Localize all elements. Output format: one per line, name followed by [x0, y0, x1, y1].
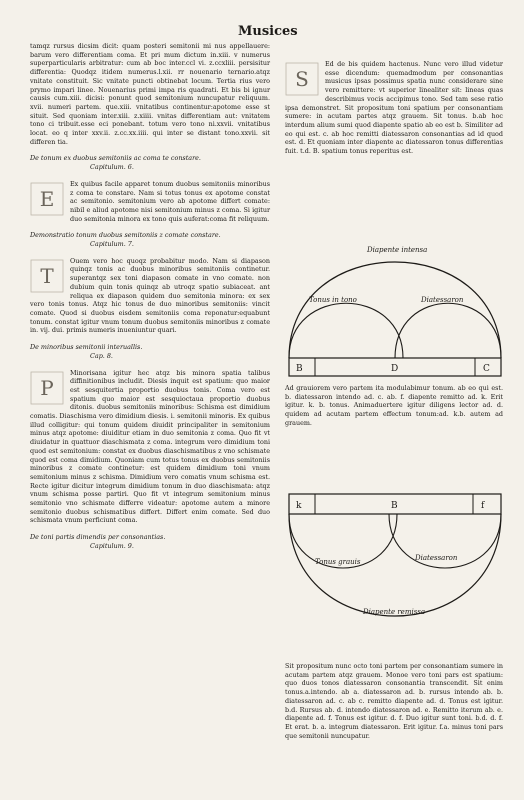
left-paragraph-1: tamqz rursus dicsim dicit: quam posteri semitonii mi nus appellauere: barum vero differentiam coma. Et pri mum dictum in.xiii. v numerus superparticularis arbitratur: cum ab boc inter.ccl vi. z.ccxliii. persisitur differentia: Quodqz itidem numerus.l.xii. rr nouenario ternario.atqz vnitate constituit. Sic vnitate puncti obtinebat locum. Tertia rius vero prymo impari linee. Nouenarius primi impa ris quadrati. Et bis bi ignur causis cum.xiii. dicisi: ponunt quod semitonium nuncupatur reliquum. xvii. numeri partem. que.xiii. vnitatibus continentur:apotome esse st situit. Sed quoniam inter.xiii. z.xiiii. vnitas differentiam aut: vnitatem tono ci tribuit.esse eci ponebant. totum vero tono ni.xxvii. vnitatibus locat. eo q inter xxv.ii. z.cc.xx.iiii. qui inter se distant tono.xxvii. sit differen tia.: [30, 42, 270, 146]
label-diatessaron: Diatessaron: [421, 296, 464, 304]
left-paragraph-2: Ex quibus facile apparet tonum duobus semitoniis minoribus z coma te constare. Nam si totus tonus ex apotome constat ac semitonio. semitonium vero ab apotome differt comate: nibil e aliud apotome nisi semitonium minus z coma. Si igitur duo semitonia minora ex tono quis auferat:coma fit reliquum.: [70, 179, 270, 223]
decorative-initial-icon: [285, 62, 319, 96]
svg-text:T: T: [40, 263, 54, 288]
right-paragraph-3: Sit propositum nunc octo toni partem per consonantiam sumere in acutam partem atqz grauem. Monoe vero toni pars est spatium: quo duos tonos diatessaron consonantia transcendit. Sit enim tonus.a.intendo. ab a. diatessaron ad. b. rursus intendo ab. b. diatessaron ad. c. ab c. remitto diapente ad. d. Tonus est igitur. b.d. Rursus ab. d. intendo diatessaron ad. e. Remitto iterum ab. e. diapente ad. f. Tonus est igitur. d. f. Duo igitur sunt toni. b.d. d. f. Et erat. b. a. integrum diatessaron. Erit igitur. f.a. minus toni pars que semitonii nuncupatur.: [285, 662, 503, 740]
arc-tone-left: [289, 303, 403, 358]
left-paragraph-4: Minorisana igitur hec atqz bis minora spatia talibus diffinitionibus includit. Diesis inquit est spatium: quo maior est sesquitertia proportio duobus tonis. Coma vero est spatium quo maior est sesquioctaua proportio duobus ditonis. duobus semitoniis minoribus: Schisma est dimidium comatis. Diaschisma vero dimidium diesis. i. semitonii minoris. Ex quibus illud colligitur: qui tonum quidem diuidit principaliter in semitonium minus atqz apotome: diuiditur etiam in duo semitonia z coma. Quo fit vt diuidatur in quattuor diaschismata z coma. integrum vero dimidium toni quod est semitonium: constat ex duobus diaschismatibus z vno schismate quod est coma dimidium. Quoniam cum totus tonus ex duobus semitoniis minoribus z comate continetur: est quidem dimidium toni vnum semitonium minus z schisma. Dimidium vero comatis vnum schisma est. Recte igitur dicitur integrum dimidium tonum in duo diaschismata: atqz vnum schisma posse partiri. Quo fit vt integrum semitonium minus semitonio vno schismate differre videatur: apotome autem a minore semitonio duobus schismatibus differt. Differt enim comate. Sed duo schismata vnum perficiunt coma.: [30, 368, 270, 525]
decorative-initial-icon: [30, 259, 64, 293]
left-paragraph-3: Ouem vero hoc quoqz probabitur modo. Nam si diapason quinqz tonis ac duobus minoribus semitoniis continetur. superantqz sex toni diapason comate in vno comate. non dubium quin tonis quinqz ab utroqz spatio subiaceat. ant reliqua ex diapason quidem duo semitonia minora: ex sex vero tonis tonus. Atqz hic tonus de duo minoribus semitoniis: vincit comate. Quod si duobus eisdem semitoniis coma reponatur:equabunt tonum. constat igitur vnum tonum duobus semitoniis minoribus z comate in. vij. dui. primis numeris inueniuntur quari.: [30, 256, 270, 335]
right-paragraph-2: Ad grauiorem vero partem ita modulabimur tonum. ab eo qui est. b. diatessaron intendo ad. c. ab. f. diapente remitto ad. k. Erit igitur. k. b. tonus. Animaduertere igitur diligens lector ad. d. quidem ad acutam partem effectum tonum:ad. k.b. autem ad grauem.: [285, 384, 503, 427]
chapter-number-6: Capitulum. 6.: [90, 163, 134, 172]
decorative-initial-icon: [30, 371, 64, 405]
right-column: [285, 60, 503, 156]
running-head: Musices: [238, 24, 298, 39]
heading-chapter-7: Demonstratio tonum duobus semitoniis z comate constare.: [30, 231, 221, 240]
svg-text:S: S: [295, 67, 309, 91]
label-diatessaron: Diatessaron: [415, 554, 458, 562]
right-column-middle: [285, 384, 503, 428]
box-letter-b: B: [391, 501, 398, 511]
label-tonus-grauis: Tonus grauis: [315, 558, 361, 566]
box-letter-c: C: [483, 364, 490, 374]
box-letter-k: k: [296, 501, 302, 511]
box-letter-f: f: [481, 501, 485, 511]
heading-chapter-8: De minoribus semitonii interuallis.: [30, 343, 143, 352]
chapter-number-9: Capitulum. 9.: [90, 541, 134, 550]
box-letter-b: B: [296, 364, 303, 374]
arc-diatessaron: [395, 303, 501, 358]
label-diapente-remissa: Diapente remissa: [363, 608, 426, 616]
svg-text:P: P: [40, 375, 54, 400]
label-tonus: Tonus in tono: [309, 296, 357, 304]
right-column-bottom: [285, 662, 503, 740]
label-diapente: Diapente intensa: [367, 246, 428, 254]
diagram-tone-grave: [285, 490, 505, 655]
heading-chapter-6: De tonum ex duobus semitoniis ac coma te constare.: [30, 154, 201, 163]
box-letter-d: D: [391, 364, 399, 374]
decorative-initial-icon: [30, 182, 64, 216]
diagram-1-svg: [285, 210, 505, 380]
left-column: [30, 42, 270, 551]
svg-text:E: E: [39, 186, 55, 211]
diagram-tone-acute: [285, 210, 505, 380]
arc-diapente: [289, 262, 501, 358]
diagram-2-svg: [285, 490, 505, 655]
right-paragraph-1: Ed de bis quidem hactenus. Nunc vero illud videtur esse dicendum: quemadmodum per consonantias musicus ipsas possimus spatia nunc considerare sine vero remittere: vt superior linealiter sit: lineas quas describimus vocis accipimus tono. Sed tam sese ratio ipsa demonstret. Sit propositum toni spatium per consonantiam sumere: in acutam partes atqz grauem. Sit tonus. b.ab hoc interdum alium sumi quod diapente spatio ab eo est b. Similiter ad eo qui est. c. ab hoc remitti diatessaron consonantias ad id quod est. d. Et quoniam inter diapente ac diatessaron tonus differentias fuit. t.d. B. spatium tonus reperitus est.: [285, 60, 503, 156]
chapter-number-7: Capitulum. 7.: [90, 240, 134, 249]
chapter-number-8: Cap. 8.: [90, 351, 113, 360]
heading-chapter-9: De toni partis dimendis per consonantias.: [30, 533, 166, 542]
